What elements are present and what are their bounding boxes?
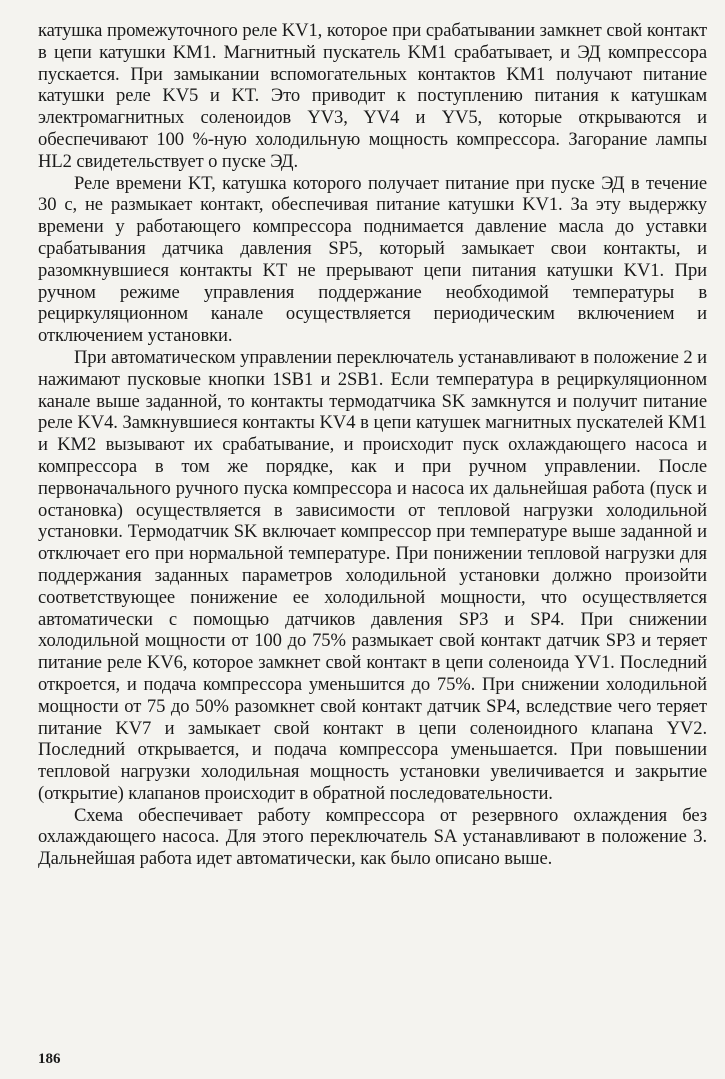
- body-text: [38, 20, 707, 870]
- paragraph-1: катушка промежуточного реле KV1, которое при срабатывании замкнет свой контакт в цепи катушки KM1. Магнитный пускатель KM1 срабатывает, и ЭД компрессора пускается. При замыкании вспомогательных контактов KM1 получают питание катушки реле KV5 и KT. Это приводит к поступлению питания к катушкам электромагнитных соленоидов YV3, YV4 и YV5, которые открываются и обеспечивают 100 %-ную холодильную мощность компрессора. Загорание лампы HL2 свидетельствует о пуске ЭД.: [38, 20, 707, 172]
- paragraph-2: Реле времени KT, катушка которого получает питание при пуске ЭД в течение 30 с, не размыкает контакт, обеспечивая питание катушки KV1. За эту выдержку времени у работающего компрессора поднимается давление масла до уставки срабатывания датчика давления SP5, который замыкает свои контакты, и разомкнувшиеся контакты KT не прерывают цепи питания катушки KV1. При ручном режиме управления поддержание необходимой температуры в рециркуляционном канале осуществляется периодическим включением и отключением установки.: [38, 172, 707, 347]
- page-number: 186: [38, 1051, 61, 1067]
- paragraph-4: Схема обеспечивает работу компрессора от резервного охлаждения без охлаждающего насоса. Для этого переключатель SA устанавливают в положение 3. Дальнейшая работа идет автоматически, как было описано выше.: [38, 804, 707, 870]
- paragraph-3: При автоматическом управлении переключатель устанавливают в положение 2 и нажимают пусковые кнопки 1SB1 и 2SB1. Если температура в рециркуляционном канале выше заданной, то контакты термодатчика SK замкнутся и получит питание реле KV4. Замкнувшиеся контакты KV4 в цепи катушек магнитных пускателей KM1 и KM2 вызывают их срабатывание, и происходит пуск охлаждающего насоса и компрессора в том же порядке, как и при ручном управлении. После первоначального ручного пуска компрессора и насоса их дальнейшая работа (пуск и остановка) осуществляется в зависимости от тепловой нагрузки холодильной установки. Термодатчик SK включает компрессор при температуре выше заданной и отключает его при нормальной температуре. При понижении тепловой нагрузки для поддержания заданных параметров холодильной установки должно произойти соответствующее понижение ее холодильной мощности, что осуществляется автоматически с помощью датчиков давления SP3 и SP4. При снижении холодильной мощности от 100 до 75% размыкает свой контакт датчик SP3 и теряет питание реле KV6, которое замкнет свой контакт в цепи соленоида YV1. Последний откроется, и подача компрессора уменьшится до 75%. При снижении холодильной мощности от 75 до 50% разомкнет свой контакт датчик SP4, вследствие чего теряет питание KV7 и замыкает свой контакт в цепи соленоидного клапана YV2. Последний открывается, и подача компрессора уменьшается. При повышении тепловой нагрузки холодильная мощность установки увеличивается и закрытие (открытие) клапанов происходит в обратной последовательности.: [38, 346, 707, 804]
